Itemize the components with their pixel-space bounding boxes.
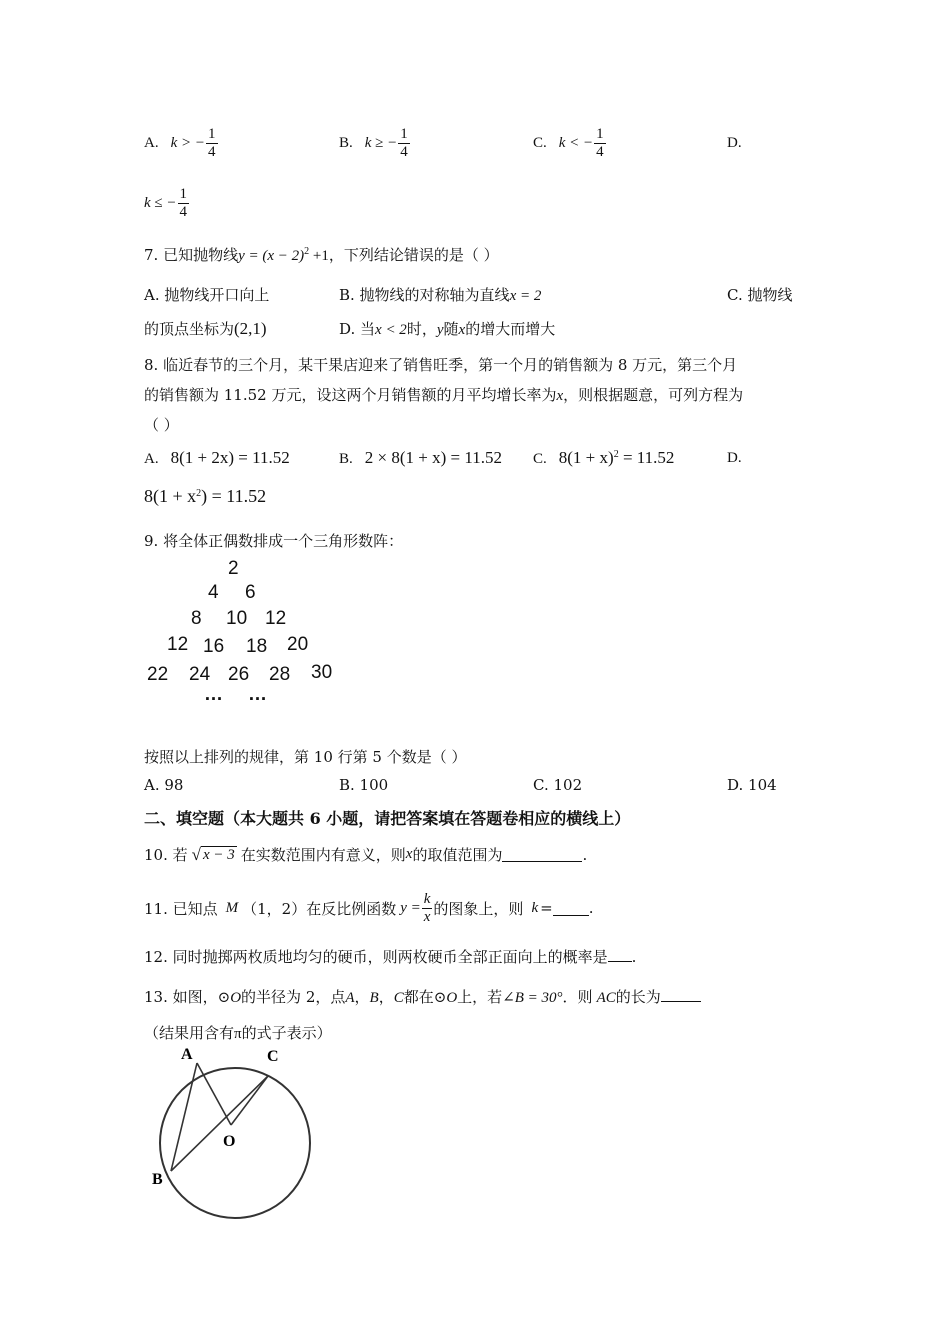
q6-option-c[interactable] (533, 118, 607, 168)
fraction: $\frac{1}{4}$ (596, 125, 604, 160)
q6-option-d-label[interactable] (727, 118, 742, 168)
triangle-number: 16 (203, 636, 225, 657)
segment-oc (231, 1076, 268, 1125)
q6-option-d[interactable] (144, 178, 190, 228)
fraction: $\frac{1}{4}$ (400, 125, 408, 160)
fraction: $\frac{1}{4}$ (208, 125, 216, 160)
q7-option-b[interactable]: B. 抛物线的对称轴为直线x = 2 (339, 286, 542, 304)
fraction: $\frac{k}{x}$ (423, 890, 431, 925)
q13-line1: 13. 如图，⊙O的半径为 2，点A，B，C都在⊙O上，若∠B = 30°．则 AC的长为 (144, 986, 701, 1007)
circle-figure (145, 1045, 325, 1220)
section-heading: 二、填空题（本大题共 6 小题，请把答案填在答题卷相应的横线上） (144, 809, 631, 828)
q6-option-a[interactable] (144, 118, 219, 168)
triangle-number: 2 (228, 558, 239, 579)
triangle-number: 20 (287, 634, 309, 655)
triangle-number: 22 (147, 664, 169, 685)
q8-option-d[interactable]: $8(1 + x^2) = 11.52$ (144, 486, 267, 506)
q8-option-c[interactable]: C. $8(1 + x)^2 = 11.52$ (533, 448, 675, 467)
option-label: A. (144, 134, 159, 151)
q13-line2: （结果用含有π的式子表示） (144, 1024, 332, 1042)
q7-option-a[interactable]: A. 抛物线开口向上 (144, 286, 270, 304)
q7-option-c[interactable]: C. 抛物线 (727, 286, 793, 304)
q8-stem-line1: 8. 临近春节的三个月，某干果店迎来了销售旺季，第一个月的销售额为 8 万元，第三个月 (144, 356, 738, 374)
q8-stem-line3: （ ） (144, 416, 179, 434)
triangle-number: 30 (311, 662, 333, 683)
q9-option-d[interactable]: D. 104 (727, 776, 777, 794)
q8-stem-line2: 的销售额为 11.52 万元，设这两个月销售额的月平均增长率为x，则根据题意，可列方程为 (144, 386, 744, 404)
option-formula: k ≤ − (144, 194, 177, 211)
q8-option-d-label[interactable]: D. (727, 450, 742, 466)
answer-blank[interactable] (608, 947, 632, 962)
triangle-number: 4 (208, 582, 219, 603)
fraction: $\frac{1}{4}$ (179, 185, 188, 220)
ellipsis: … (204, 684, 223, 705)
triangle-number: 12 (167, 634, 189, 655)
q9-question: 按照以上排列的规律，第 10 行第 5 个数是（ ） (144, 748, 467, 766)
option-formula: k > − (170, 134, 205, 151)
q8-option-b[interactable]: B. 2 × 8(1 + x) = 11.52 (339, 448, 502, 467)
q7-option-c-cont[interactable]: 的顶点坐标为(2,1) (144, 319, 267, 338)
segment-ao (197, 1063, 231, 1125)
q7-stem: 7. 已知抛物线$y = (x - 2)^2 +1$，下列结论错误的是（ ） (144, 246, 499, 264)
triangle-number: 12 (265, 608, 287, 629)
option-label: D. (727, 134, 742, 151)
radicand: x − 3 (202, 846, 235, 863)
q10: 10. 若 √ x − 3 在实数范围内有意义，则 x 的取值范围为 . (144, 844, 588, 864)
ellipsis: … (248, 684, 267, 705)
label-a: A (181, 1046, 193, 1063)
triangle-number: 8 (191, 608, 202, 629)
triangle-number: 28 (269, 664, 291, 685)
option-label: C. (533, 134, 547, 151)
label-o: O (223, 1133, 236, 1150)
option-formula: k ≥ − (364, 134, 398, 151)
triangle-number: 18 (246, 636, 268, 657)
q9-stem: 9. 将全体正偶数排成一个三角形数阵： (144, 532, 404, 550)
q7-option-d[interactable]: D. 当x < 2时，y随x的增大而增大 (339, 320, 556, 338)
segment-bc (171, 1076, 268, 1171)
q6-option-b[interactable] (339, 118, 411, 168)
label-c: C (267, 1048, 279, 1065)
triangle-number: 24 (189, 664, 211, 685)
option-label: B. (339, 134, 353, 151)
answer-blank[interactable] (553, 901, 589, 916)
answer-blank[interactable] (661, 987, 701, 1002)
q9-option-a[interactable]: A. 98 (144, 776, 184, 794)
q9-option-b[interactable]: B. 100 (339, 776, 389, 794)
q12: 12. 同时抛掷两枚质地均匀的硬币，则两枚硬币全部正面向上的概率是 . (144, 948, 637, 966)
q8-option-a[interactable]: A. 8(1 + 2x) = 11.52 (144, 448, 290, 467)
option-formula: k < − (558, 134, 594, 151)
formula: y = (x − 2) (238, 248, 305, 264)
triangle-number: 26 (228, 664, 250, 685)
q11: 11. 已知点 M （1，2）在反比例函数 y = $\frac{k}{x}$ 的图象上，则 k = . (144, 890, 594, 925)
label-b: B (152, 1171, 163, 1188)
triangle-number: 6 (245, 582, 256, 603)
segment-ab (171, 1063, 197, 1171)
triangle-number: 10 (226, 608, 248, 629)
answer-blank[interactable] (502, 847, 582, 862)
q9-option-c[interactable]: C. 102 (533, 776, 583, 794)
